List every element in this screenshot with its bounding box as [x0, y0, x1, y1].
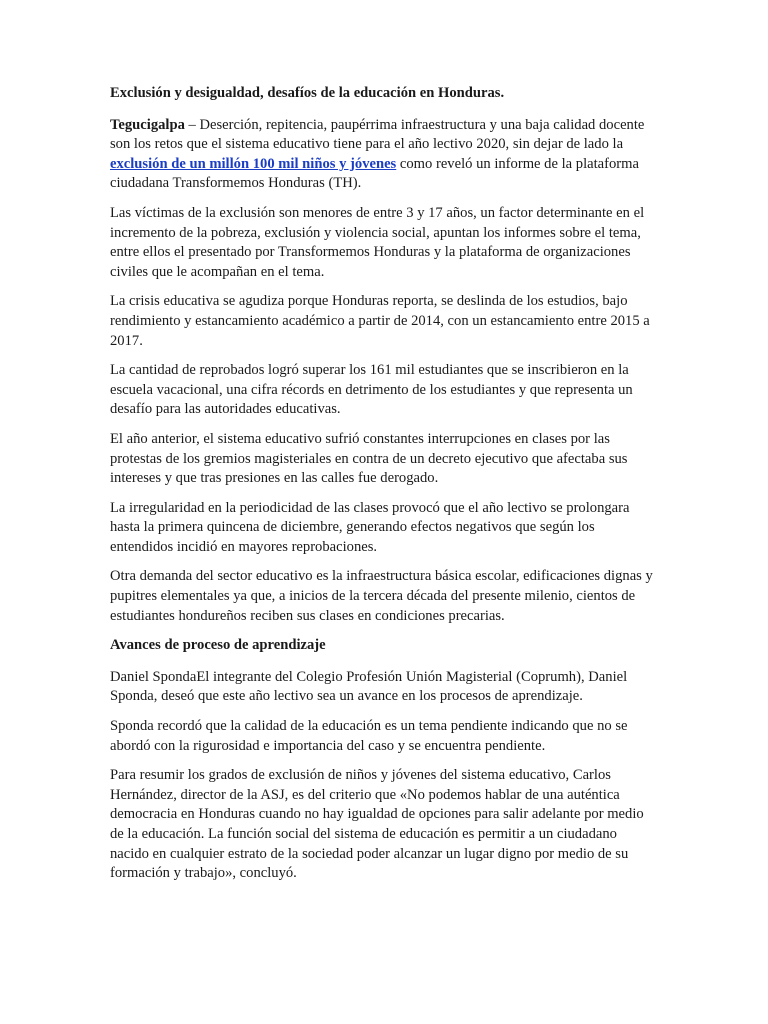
intro-paragraph: [110, 116, 658, 194]
body-paragraph-infrastructure: Otra demanda del sector educativo es la infraestructura básica escolar, edificaciones dignas y pupitres elementales ya que, a inicios de la tercera década del presente milenio, cientos de estudiantes hondureños reciben sus clases en condiciones precarias.: [110, 568, 653, 624]
body-paragraph-quality: Sponda recordó que la calidad de la educación es un tema pendiente indicando que no se abordó con la rigurosidad e importancia del caso y se encuentra pendiente.: [110, 718, 628, 754]
exclusion-link[interactable]: exclusión de un millón 100 mil niños y jóvenes: [110, 155, 397, 172]
body-paragraph-sponda: Daniel SpondaEl integrante del Colegio Profesión Unión Magisterial (Coprumh), Daniel Sponda, deseó que este año lectivo sea un avance en los procesos de aprendizaje.: [110, 668, 628, 705]
document-page: [110, 84, 658, 894]
section-heading: Avances de proceso de aprendizaje: [110, 637, 326, 654]
body-paragraph-victims: Las víctimas de la exclusión son menores de entre 3 y 17 años, un factor determinante en el incremento de la pobreza, exclusión y violencia social, apuntan los informes sobre el tema, entre ellos el presentado por Transformemos Honduras y la plataforma de organizaciones civiles que le acompañan en el tema.: [110, 204, 645, 280]
dateline-dash: –: [184, 116, 200, 133]
intro-text-before-link: Deserción, repitencia, paupérrima infraestructura y una baja calidad docente son los retos que el sistema educativo tiene para el año lectivo 2020, sin dejar de lado la: [110, 116, 645, 153]
body-paragraph-interruptions: El año anterior, el sistema educativo sufrió constantes interrupciones en clases por las protestas de los gremios magisteriales en contra de un decreto ejecutivo que afectaba sus intereses y que tras presiones en las calles fue derogado.: [110, 430, 628, 487]
body-paragraph-reprobados: La cantidad de reprobados logró superar los 161 mil estudiantes que se inscribieron en la escuela vacacional, una cifra récords en detrimento de los estudiantes y que representa un desafío para las autoridades educativas.: [110, 362, 633, 418]
dateline: Tegucigalpa: [110, 116, 185, 133]
intro-text-after-link: como reveló un informe de la plataforma ciudadana Transformemos Honduras (TH).: [110, 155, 639, 192]
article-title: Exclusión y desigualdad, desafíos de la educación en Honduras.: [110, 85, 505, 101]
body-paragraph-irregularity: La irregularidad en la periodicidad de las clases provocó que el año lectivo se prolongara hasta la primera quincena de diciembre, generando efectos negativos que según los entendidos incidió en mayores reprobaciones.: [110, 499, 630, 555]
body-paragraph-crisis: La crisis educativa se agudiza porque Honduras reporta, se deslinda de los estudios, bajo rendimiento y estancamiento académico a partir de 2014, con un estancamiento entre 2015 a 2017.: [110, 293, 650, 349]
body-paragraph-conclusion: Para resumir los grados de exclusión de niños y jóvenes del sistema educativo, Carlos Hernández, director de la ASJ, es del criterio que «No podemos hablar de una auténtica democracia en Honduras cuando no hay igualdad de opciones para salir adelante por medio de la educación. La función social del sistema de educación es permitir a un ciudadano nacido en cualquier estrato de la sociedad poder alcanzar un lugar digno por medio de su formación y trabajo», concluyó.: [110, 767, 644, 882]
